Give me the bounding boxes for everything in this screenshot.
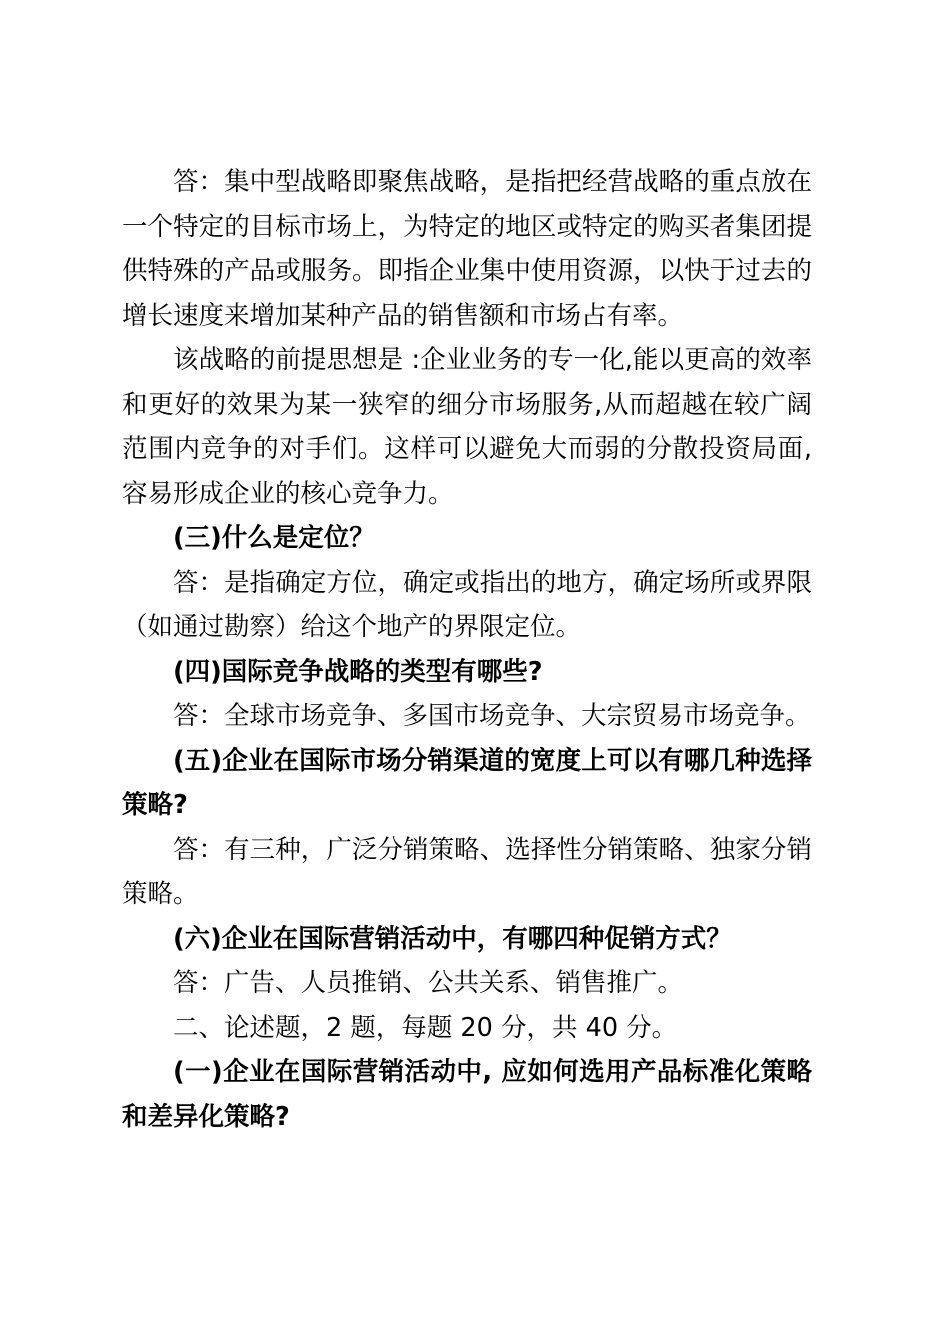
question-competition-types: (四)国际竞争战略的类型有哪些?: [173, 656, 543, 687]
answer-competition-types: 答：全球市场竞争、多国市场竞争、大宗贸易市场竞争。: [173, 701, 811, 731]
premise-paragraph: 该战略的前提思想是 :企业业务的专一化,能以更高的效率和更好的效果为某一狭窄的细分市场服务,从而超越在较广阔范围内竞争的对手们。这样可以避免大而弱的分散投资局面,容易形成企业的核心竞争力。: [122, 345, 812, 509]
answer-positioning: 答：是指确定方位，确定或指出的地方，确定场所或界限（如通过勘察）给这个地产的界限定位。: [122, 567, 812, 642]
question-standardization: (一)企业在国际营销活动中, 应如何选用产品标准化策略和差异化策略?: [122, 1057, 812, 1132]
answer-focus-strategy: 答：集中型战略即聚焦战略，是指把经营战略的重点放在一个特定的目标市场上，为特定的地区或特定的购买者集团提供特殊的产品或服务。即指企业集中使用资源，以快于过去的增长速度来增加某种产品的销售额和市场占有率。: [122, 167, 812, 331]
question-promotion-methods: (六)企业在国际营销活动中，有哪四种促销方式？: [173, 923, 732, 954]
document-body: [122, 160, 812, 1139]
question-positioning: (三)什么是定位？: [173, 523, 375, 553]
section-heading-essay: 二、论述题，2 题，每题 20 分，共 40 分。: [173, 1012, 678, 1043]
answer-distribution-width: 答：有三种，广泛分销策略、选择性分销策略、独家分销策略。: [122, 834, 812, 909]
question-distribution-width: (五)企业在国际市场分销渠道的宽度上可以有哪几种选择策略?: [122, 745, 812, 820]
answer-promotion-methods: 答：广告、人员推销、公共关系、销售推广。: [173, 968, 684, 998]
